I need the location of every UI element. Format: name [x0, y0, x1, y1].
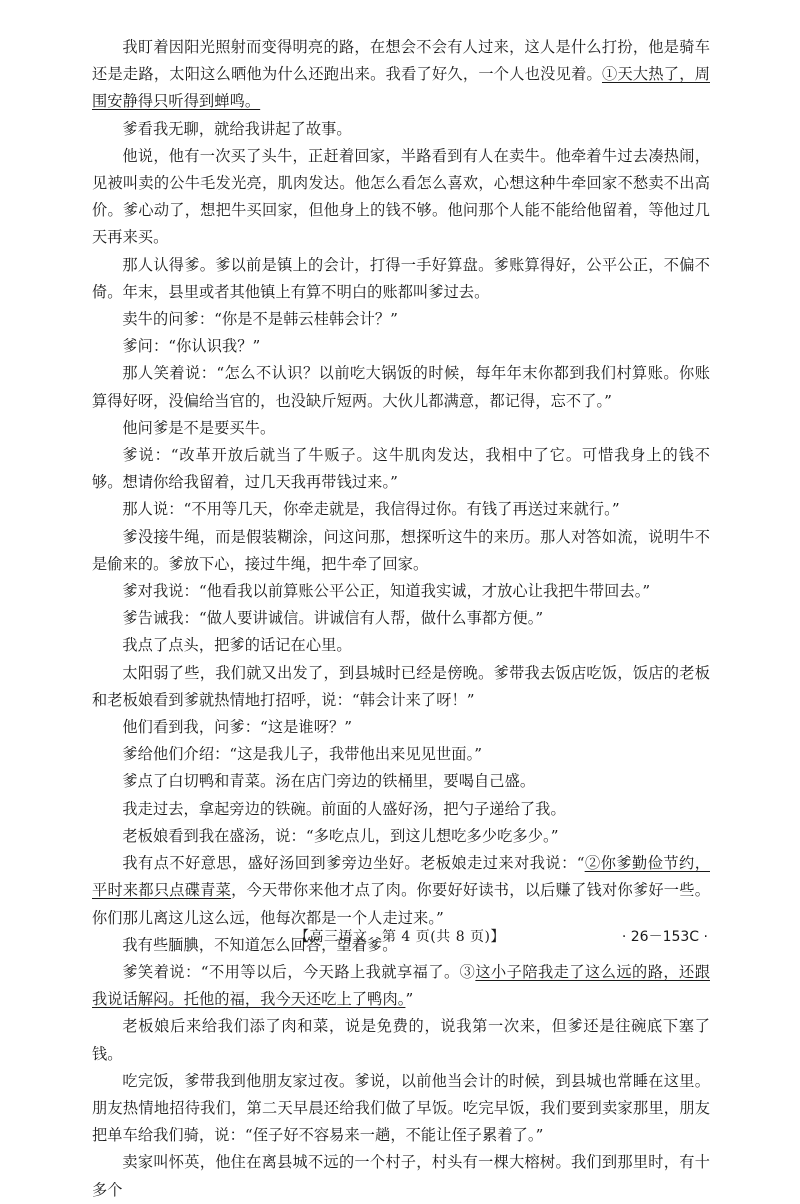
text-segment: ，今天带你来他才点了肉。你要好好读书，以后赚了钱对你爹好一些。你们那儿离这儿这么远，他每次都是一个人走过来。”: [92, 881, 710, 927]
passage-paragraph: [92, 605, 710, 632]
passage-paragraph: [92, 116, 710, 143]
text-segment: 我盯着因阳光照射而变得明亮的路，在想会不会有人过来，这人是什么打扮，他是骑车还是走路，太阳这么晒他为什么还跑出来。我看了好久，一个人也没见着。: [92, 38, 710, 84]
passage-paragraph: [92, 143, 710, 252]
page-footer-label: 【高三语文 第 4 页(共 8 页)】: [294, 929, 506, 945]
underlined-sentence: 这小子陪我走了这么远的路，还跟我说话解闷。托他的福，我今天还吃上了鸭肉。: [92, 962, 710, 1009]
passage-paragraph: [92, 415, 710, 442]
passage-paragraph: [92, 632, 710, 659]
text-segment: 那人说：“不用等几天，你牵走就是，我信得过你。有钱了再送过来就行。”: [122, 500, 620, 519]
passage-paragraph: [92, 768, 710, 795]
text-segment: 老板娘看到我在盛汤，说：“多吃点儿，到这儿想吃多少吃多少。”: [122, 826, 559, 845]
passage-paragraph: [92, 1149, 710, 1203]
passage-paragraph: [92, 524, 710, 578]
text-segment: 爹告诫我：“做人要讲诚信。讲诚信有人帮，做什么事都方便。”: [122, 609, 544, 628]
passage-paragraph: [92, 360, 710, 414]
text-segment: 我走过去，拿起旁边的铁碗。前面的人盛好汤，把勺子递给了我。: [122, 799, 566, 818]
text-segment: 卖家叫怀英，他住在离县城不远的一个村子，村头有一棵大榕树。我们到那里时，有十多个: [92, 1153, 710, 1199]
text-segment: 那人认得爹。爹以前是镇上的会计，打得一手好算盘。爹账算得好，公平公正，不偏不倚。年末，县里或者其他镇上有算不明白的账都叫爹过去。: [92, 255, 710, 301]
passage-paragraph: [92, 496, 710, 523]
passage-paragraph: [92, 741, 710, 768]
text-segment: 他们看到我，问爹：“这是谁呀？”: [122, 718, 353, 737]
passage-paragraph: [92, 442, 710, 496]
text-segment: 他说，他有一次买了头牛，正赶着回家，半路看到有人在卖牛。他牵着牛过去凑热闹，见被叫卖的公牛毛发光亮，肌肉发达。他怎么看怎么喜欢，心想这种牛牵回家不愁卖不出高价。爹心动了，想把牛买回家，但他身上的钱不够。他问那个人能不能给他留着，等他过几天再来买。: [92, 146, 710, 247]
passage-paragraph: [92, 306, 710, 333]
passage-paragraph: [92, 714, 710, 741]
underlined-sentence: ②你爹勤俭节约，平时来都只点碟青菜: [92, 854, 710, 900]
text-segment: 我有些腼腆，不知道怎么回答，望着爹。: [122, 935, 398, 954]
passage-paragraph: [92, 959, 710, 1013]
passage-paragraph: [92, 850, 710, 932]
text-segment: 爹点了白切鸭和青菜。汤在店门旁边的铁桶里，要喝自己盛。: [122, 772, 536, 791]
passage-paragraph: [92, 1013, 710, 1067]
text-segment: 爹没接牛绳，而是假装糊涂，问这问那，想探听这牛的来历。那人对答如流，说明牛不是偷来的。爹放下心，接过牛绳，把牛牵了回家。: [92, 527, 710, 573]
text-segment: 我点了点头，把爹的话记在心里。: [122, 636, 352, 655]
passage-paragraph: [92, 660, 710, 714]
passage-paragraph: [92, 34, 710, 116]
passage-paragraph: [92, 578, 710, 605]
passage-paragraph: [92, 823, 710, 850]
text-segment: 爹笑着说：“不用等以后，今天路上我就享福了。③: [122, 962, 476, 981]
passage-paragraph: [92, 252, 710, 306]
reading-passage: [92, 34, 710, 1204]
passage-paragraph: [92, 1068, 710, 1150]
text-segment: 卖牛的问爹：“你是不是韩云桂韩会计？”: [122, 310, 399, 329]
text-segment: 太阳弱了些，我们就又出发了，到县城时已经是傍晚。爹带我去饭店吃饭，饭店的老板和老板娘看到爹就热情地打招呼，说：“韩会计来了呀！”: [92, 663, 710, 709]
text-segment: 爹看我无聊，就给我讲起了故事。: [122, 119, 352, 138]
text-segment: ”: [405, 990, 414, 1009]
text-segment: 他问爹是不是要买牛。: [122, 418, 276, 437]
text-segment: 那人笑着说：“怎么不认识？以前吃大锅饭的时候，每年年末你都到我们村算账。你账算得好呀，没偏给当官的，也没缺斤短两。大伙儿都满意，都记得，忘不了。”: [92, 364, 710, 410]
exam-code: · 26－153C ·: [621, 929, 708, 945]
text-segment: 爹给他们介绍：“这是我儿子，我带他出来见见世面。”: [122, 745, 483, 764]
text-segment: 爹对我说：“他看我以前算账公平公正，知道我实诚，才放心让我把牛带回去。”: [122, 582, 651, 601]
underlined-sentence: ①天大热了，周围安静得只听得到蝉鸣。: [92, 65, 710, 111]
text-segment: 爹问：“你认识我？”: [122, 337, 261, 356]
passage-paragraph: [92, 796, 710, 823]
text-segment: 老板娘后来给我们添了肉和菜，说是免费的，说我第一次来，但爹还是往碗底下塞了钱。: [92, 1017, 710, 1063]
text-segment: 我有点不好意思，盛好汤回到爹旁边坐好。老板娘走过来对我说：“: [122, 854, 585, 873]
text-segment: 吃完饭，爹带我到他朋友家过夜。爹说，以前他当会计的时候，到县城也常睡在这里。朋友热情地招待我们，第二天早晨还给我们做了早饭。吃完早饭，我们要到卖家那里，朋友把单车给我们骑，说：“侄子好不容易来一趟，不能让侄子累着了。”: [92, 1071, 710, 1145]
text-segment: 爹说：“改革开放后就当了牛贩子。这牛肌肉发达，我相中了它。可惜我身上的钱不够。想请你给我留着，过几天我再带钱过来。”: [92, 446, 710, 492]
passage-paragraph: [92, 333, 710, 360]
